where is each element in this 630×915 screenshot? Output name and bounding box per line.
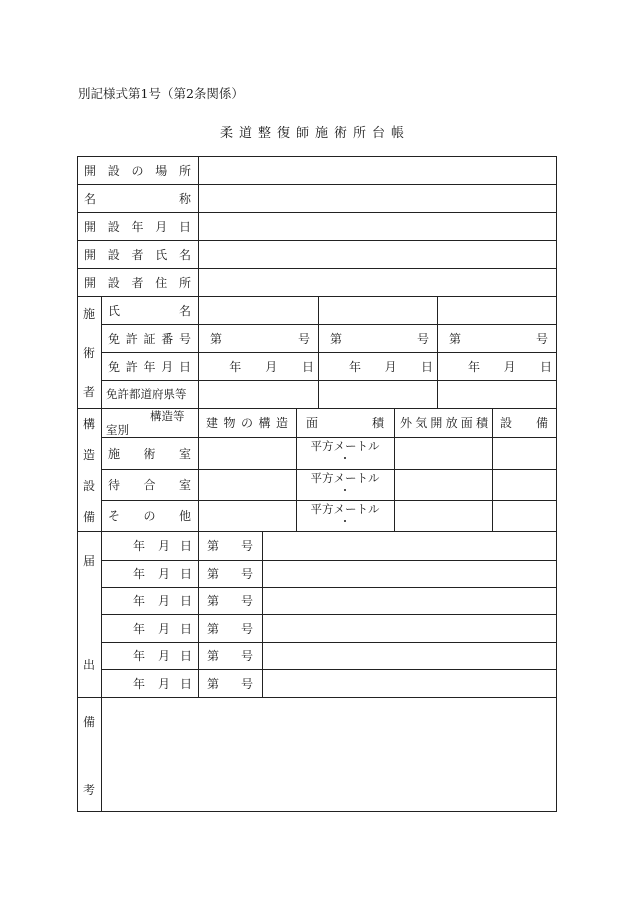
notification-number-suffix: 号	[241, 594, 254, 608]
notification-number-suffix: 号	[241, 649, 254, 663]
notification-month-label: 月	[158, 621, 171, 636]
license-month-label: 月	[265, 359, 278, 374]
license-day-label: 日	[421, 359, 434, 374]
license-number-label: 免 許 証 番 号	[108, 331, 191, 346]
document-title: 柔道整復師施術所台帳	[219, 126, 410, 141]
license-day-label: 日	[302, 359, 315, 374]
room-label: 待 合 室	[108, 478, 191, 492]
notification-number-prefix: 第	[207, 621, 220, 636]
area-unit-label: 平方メートル	[310, 502, 380, 516]
notification-year-label: 年	[133, 621, 146, 636]
notification-number-prefix: 第	[207, 676, 220, 691]
notification-number-suffix: 号	[241, 567, 254, 581]
structure-diagonal-bottom-label: 室別	[106, 422, 129, 437]
license-month-label: 月	[384, 359, 397, 374]
notification-year-label: 年	[133, 649, 146, 663]
form-border-right	[556, 156, 557, 812]
notification-group-label-top: 届	[82, 553, 95, 568]
area-decimal-dot: ・	[339, 452, 351, 465]
area-decimal-dot: ・	[339, 515, 351, 528]
grid-line	[198, 156, 199, 297]
license-number-prefix: 第	[210, 331, 223, 346]
open-air-area-header: 外 気 開 放 面 積	[400, 416, 488, 430]
area-unit-label: 平方メートル	[310, 439, 380, 453]
notification-month-label: 月	[158, 567, 171, 581]
form-number-note: 別記様式第1号（第2条関係）	[78, 86, 244, 101]
notification-month-label: 月	[158, 539, 171, 553]
notification-number-suffix: 号	[241, 539, 254, 553]
room-label: 施 術 室	[108, 446, 191, 461]
license-number-suffix: 号	[298, 331, 311, 346]
row-opening-location-label: 開 設 の 場 所	[84, 163, 191, 178]
license-year-label: 年	[229, 359, 242, 374]
notification-year-label: 年	[133, 676, 146, 691]
practitioner-group-label: 施 術 者	[82, 306, 95, 399]
notification-group-label-bottom: 出	[82, 657, 95, 672]
license-date-label: 免 許 年 月 日	[108, 359, 191, 374]
building-structure-header: 建 物 の 構 造	[206, 416, 288, 430]
notification-day-label: 日	[180, 649, 193, 663]
room-label: そ の 他	[108, 509, 191, 523]
license-day-label: 日	[540, 359, 553, 374]
notification-month-label: 月	[158, 676, 171, 691]
notification-day-label: 日	[180, 594, 193, 608]
license-year-label: 年	[467, 359, 480, 374]
remarks-label-top: 備	[82, 714, 95, 729]
area-header: 面 積	[306, 416, 384, 430]
notification-number-prefix: 第	[207, 649, 220, 663]
notification-day-label: 日	[180, 567, 193, 581]
area-decimal-dot: ・	[339, 484, 351, 497]
row-opening-date-label: 開 設 年 月 日	[84, 219, 191, 234]
notification-year-label: 年	[133, 567, 146, 581]
structure-diagonal-top-label: 構造等	[150, 408, 185, 423]
row-opener-name-label: 開 設 者 氏 名	[84, 247, 191, 262]
grid-line	[77, 531, 557, 532]
grid-line	[101, 697, 102, 812]
row-facility-name-label: 名 称	[84, 191, 191, 206]
notification-day-label: 日	[180, 621, 193, 636]
notification-number-suffix: 号	[241, 676, 254, 691]
notification-number-suffix: 号	[241, 621, 254, 636]
license-number-prefix: 第	[330, 331, 343, 346]
notification-day-label: 日	[180, 676, 193, 691]
grid-line	[394, 408, 395, 532]
structure-group-label: 構 造 設 備	[82, 416, 95, 524]
license-number-prefix: 第	[449, 331, 462, 346]
license-month-label: 月	[503, 359, 516, 374]
license-number-suffix: 号	[417, 331, 430, 346]
license-number-suffix: 号	[536, 331, 549, 346]
grid-line	[198, 408, 199, 532]
notification-number-prefix: 第	[207, 567, 220, 581]
grid-line	[492, 408, 493, 532]
notification-day-label: 日	[180, 539, 193, 553]
practitioner-name-label: 氏 名	[108, 303, 191, 318]
remarks-label-bottom: 考	[82, 782, 95, 797]
equipment-header: 設 備	[500, 416, 548, 430]
notification-year-label: 年	[133, 594, 146, 608]
notification-month-label: 月	[158, 649, 171, 663]
form-border-bottom	[77, 811, 557, 812]
notification-year-label: 年	[133, 539, 146, 553]
notification-month-label: 月	[158, 594, 171, 608]
grid-line	[77, 697, 557, 698]
row-opener-address-label: 開 設 者 住 所	[84, 275, 191, 290]
notification-number-prefix: 第	[207, 539, 220, 553]
area-unit-label: 平方メートル	[310, 471, 380, 485]
notification-number-prefix: 第	[207, 594, 220, 608]
grid-line	[101, 408, 102, 532]
license-prefecture-label: 免許都道府県等	[106, 387, 187, 401]
license-year-label: 年	[348, 359, 361, 374]
